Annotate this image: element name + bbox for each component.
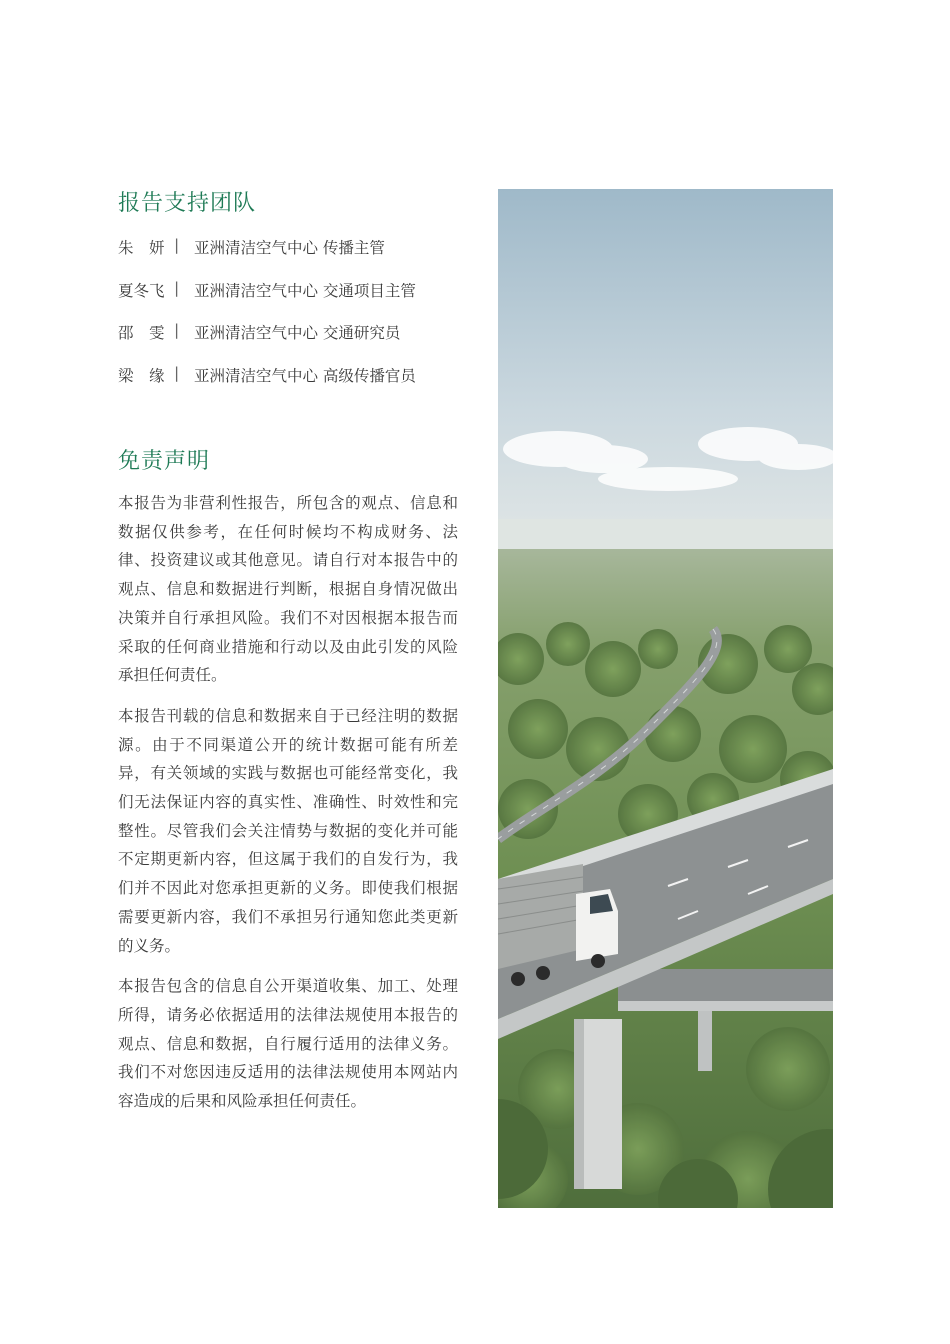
member-name: 梁 缘 [118, 366, 165, 385]
team-member-row [118, 279, 416, 322]
team-section-title: 报告支持团队 [118, 191, 257, 216]
team-member-row [118, 236, 416, 279]
member-name: 朱 妍 [118, 239, 165, 257]
separator: | [174, 236, 180, 254]
lower-overpass [618, 969, 833, 1004]
disclaimer-section-title: 免责声明 [118, 449, 211, 474]
team-list [118, 236, 416, 406]
disclaimer-paragraph: 本报告为非营利性报告，所包含的观点、信息和数据仅供参考，在任何时候均不构成财务、法律、投资建议或其他意见。请自行对本报告中的观点、信息和数据进行判断，根据自身情况做出决策并自行承担风险。我们不对因根据本报告而采取的任何商业措施和行动以及由此引发的风险承担任何责任。 [118, 494, 458, 685]
disclaimer-paragraph: 本报告刊载的信息和数据来自于已经注明的数据源。由于不同渠道公开的统计数据可能有所差异，有关领域的实践与数据也可能经常变化，我们无法保证内容的真实性、准确性、时效性和完整性。尽管我们会关注情势与数据的变化并可能不定期更新内容，但这属于我们的自发行为，我们并不因此对您承担更新的义务。即使我们根据需要更新内容，我们不承担另行通知您此类更新的义务。 [118, 706, 458, 955]
highway-forest-photo [498, 189, 833, 1208]
team-member-row [118, 321, 416, 364]
separator: | [174, 321, 180, 339]
member-role: 亚洲清洁空气中心 交通研究员 [194, 324, 401, 342]
separator: | [174, 363, 180, 382]
separator: | [174, 278, 180, 297]
member-role: 亚洲清洁空气中心 交通项目主管 [194, 281, 416, 300]
team-member-row [118, 364, 416, 407]
highway-illustration [498, 189, 833, 1208]
member-role: 亚洲清洁空气中心 传播主管 [194, 239, 385, 257]
disclaimer-paragraph: 本报告包含的信息自公开渠道收集、加工、处理所得，请务必依据适用的法律法规使用本报告的观点、信息和数据，自行履行适用的法律义务。我们不对您因违反适用的法律法规使用本网站内容造成的后果和风险承担任何责任。 [118, 977, 458, 1111]
member-name: 夏冬飞 [118, 281, 165, 300]
sky [498, 189, 833, 559]
disclaimer-body [118, 489, 458, 1128]
member-role: 亚洲清洁空气中心 高级传播官员 [194, 366, 416, 385]
member-name: 邵 雯 [118, 324, 165, 342]
